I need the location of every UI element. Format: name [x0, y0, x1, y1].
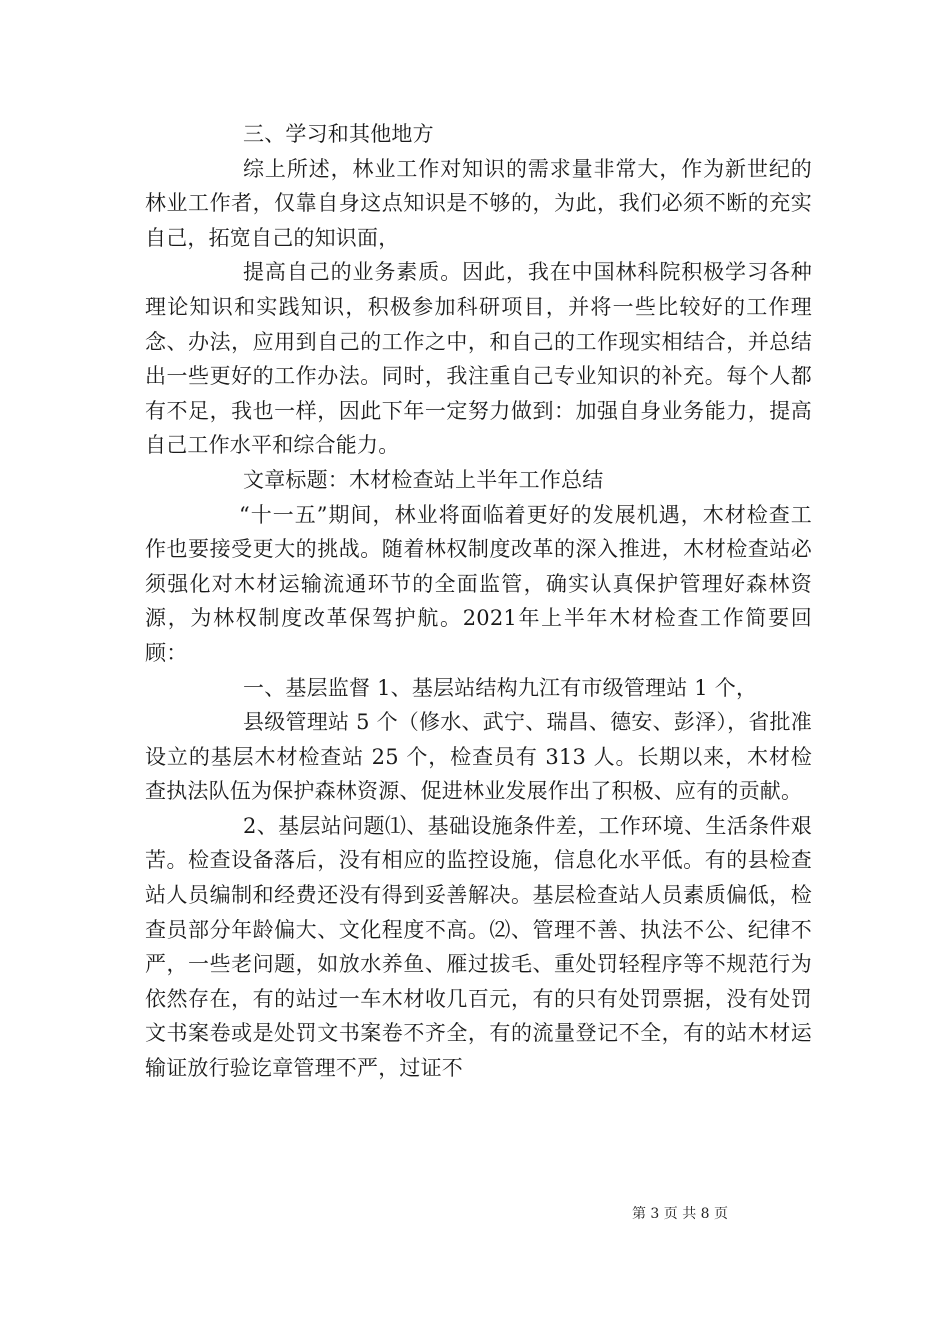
paragraph-improve-quality: 提高自己的业务素质。因此，我在中国林科院积极学习各种理论知识和实践知识，积极参加科研项目，并将一些比较好的工作理念、办法，应用到自己的工作之中，和自己的工作现实相结合，并总结出一些更好的工作办法。同时，我注重自己专业知识的补充。每个人都有不足，我也一样，因此下年一定努力做到：加强自身业务能力，提高自己工作水平和综合能力。	[145, 260, 812, 458]
paragraph-summary: 综上所述，林业工作对知识的需求量非常大，作为新世纪的林业工作者，仅靠自身这点知识是不够的，为此，我们必须不断的充实自己，拓宽自己的知识面，	[145, 156, 812, 250]
page-number: 第 3 页 共 8 页	[631, 1206, 729, 1222]
paragraph-grassroots-supervision: 一、基层监督 1、基层站结构九江有市级管理站 1 个，	[243, 675, 758, 700]
section-heading-study: 三、学习和其他地方	[243, 122, 434, 146]
paragraph-station-problems: 2、基层站问题⑴、基础设施条件差，工作环境、生活条件艰苦。检查设备落后，没有相应的监控设施，信息化水平低。有的县检查站人员编制和经费还没有得到妥善解决。基层检查站人员素质偏低，检查员部分年龄偏大、文化程度不高。⑵、管理不善、执法不公、纪律不严，一些老问题，如放水养鱼、雁过拔毛、重处罚轻程序等不规范行为依然存在，有的站过一车木材收几百元，有的只有处罚票据，没有处罚文书案卷或是处罚文书案卷不齐全，有的流量登记不全，有的站木材运输证放行验讫章管理不严，过证不	[145, 813, 812, 1081]
page-footer	[0, 1203, 950, 1223]
article-title-line: 文章标题：木材检查站上半年工作总结	[243, 467, 604, 492]
document-body	[145, 117, 812, 1086]
paragraph-county-stations: 县级管理站 5 个（修水、武宁、瑞昌、德安、彭泽），省批准设立的基层木材检查站 25 个，检查员有 313 人。长期以来，木材检查执法队伍为保护森林资源、促进林业发展作出了积极、应有的贡献。	[145, 710, 812, 804]
paragraph-intro-eleventh-five: “十一五”期间，林业将面临着更好的发展机遇，木材检查工作也要接受更大的挑战。随着林权制度改革的深入推进，木材检查站必须强化对木材运输流通环节的全面监管，确实认真保护管理好森林资源，为林权制度改革保驾护航。2021年上半年木材检查工作简要回顾：	[145, 502, 812, 665]
